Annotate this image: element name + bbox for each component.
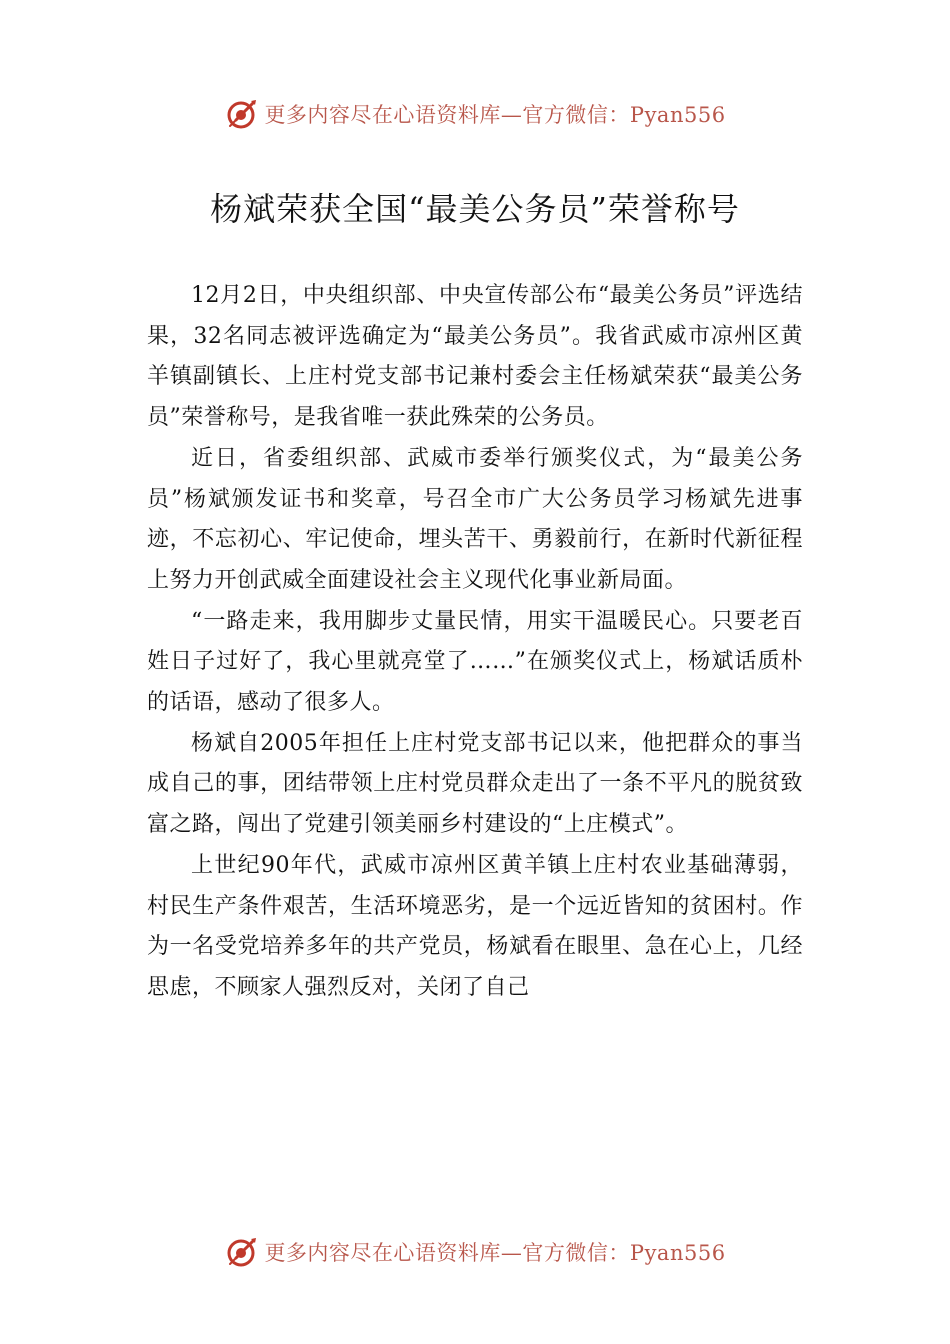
header-banner-text: 更多内容尽在心语资料库—官方微信：Pyan556: [264, 103, 726, 127]
paragraph-1: 12月2日，中央组织部、中央宣传部公布“最美公务员”评选结果，32名同志被评选确定为“最美公务员”。我省武威市凉州区黄羊镇副镇长、上庄村党支部书记兼村委会主任杨斌荣获“最美公务员”荣誉称号，是我省唯一获此殊荣的公务员。: [147, 283, 803, 431]
pen-logo-icon: [224, 96, 260, 132]
paragraph-3: “一路走来，我用脚步丈量民情，用实干温暖民心。只要老百姓日子过好了，我心里就亮堂了……”在颁奖仪式上，杨斌话质朴的话语，感动了很多人。: [147, 608, 803, 716]
paragraph-4: 杨斌自2005年担任上庄村党支部书记以来，他把群众的事当成自己的事，团结带领上庄村党员群众走出了一条不平凡的脱贫致富之路，闯出了党建引领美丽乡村建设的“上庄模式”。: [147, 730, 803, 838]
pen-logo-icon: [224, 1234, 260, 1270]
article-body: [147, 276, 803, 1009]
article-title: 杨斌荣获全国“最美公务员”荣誉称号: [210, 190, 740, 228]
footer-banner-text: 更多内容尽在心语资料库—官方微信：Pyan556: [264, 1241, 726, 1265]
paragraph-5: 上世纪90年代，武威市凉州区黄羊镇上庄村农业基础薄弱，村民生产条件艰苦，生活环境恶劣，是一个远近皆知的贫困村。作为一名受党培养多年的共产党员，杨斌看在眼里、急在心上，几经思虑，不顾家人强烈反对，关闭了自己: [147, 852, 803, 1000]
header-banner: [0, 94, 950, 134]
footer-banner: [0, 1232, 950, 1272]
paragraph-2: 近日，省委组织部、武威市委举行颁奖仪式，为“最美公务员”杨斌颁发证书和奖章，号召全市广大公务员学习杨斌先进事迹，不忘初心、牢记使命，埋头苦干、勇毅前行，在新时代新征程上努力开创武威全面建设社会主义现代化事业新局面。: [147, 445, 803, 593]
